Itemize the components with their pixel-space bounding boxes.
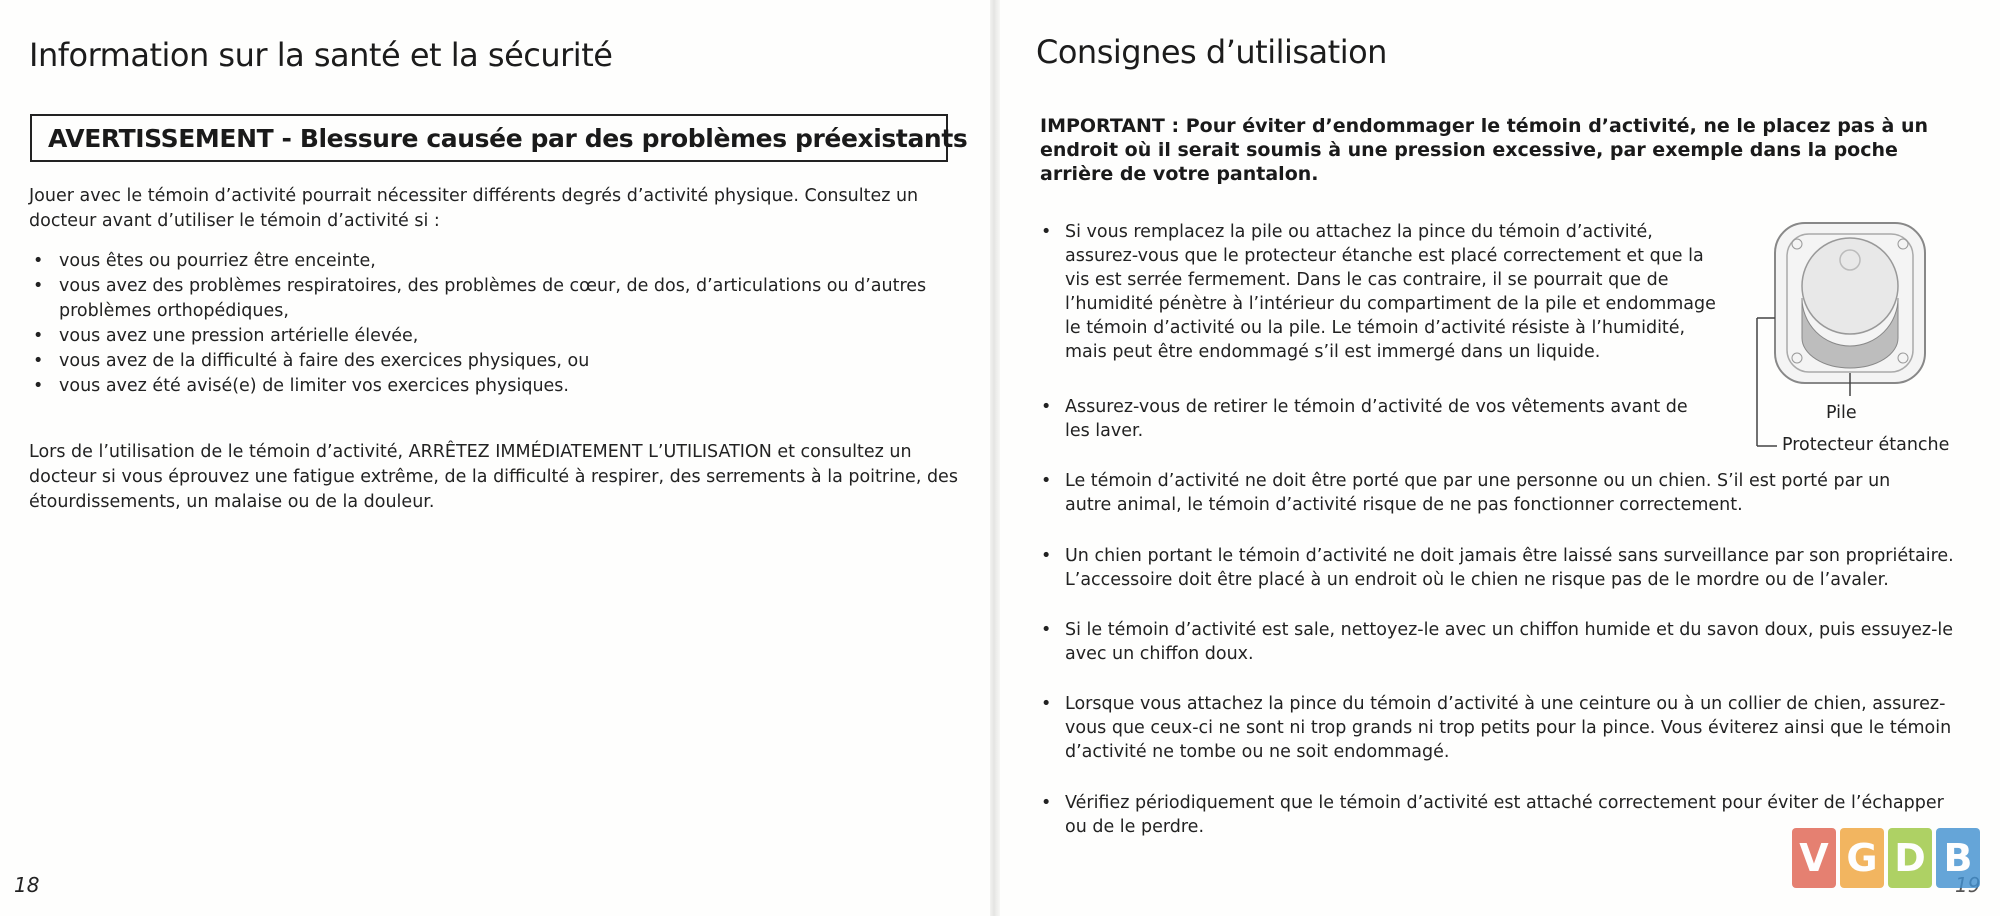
list-item: [1041, 395, 1701, 443]
list-item: • vous avez été avisé(e) de limiter vos exercices physiques.: [29, 374, 959, 399]
bullet-text: Vérifiez périodiquement que le témoin d’activité est attaché correctement pour éviter de l’échapper ou de le perdre.: [1065, 793, 1944, 837]
list-item: [1041, 544, 1961, 592]
conditions-list: [29, 249, 959, 399]
bullet-glyph: •: [1041, 222, 1052, 242]
battery-compartment-diagram: [1755, 218, 1960, 458]
bullet-text: Assurez-vous de retirer le témoin d’activité de vos vêtements avant de les laver.: [1065, 397, 1688, 441]
page-title-health-safety: Information sur la santé et la sécurité: [29, 36, 613, 74]
bullet-glyph: •: [1041, 397, 1052, 417]
diagram-label-pile: Pile: [1826, 403, 1857, 423]
watermark-letter: D: [1888, 828, 1932, 888]
important-notice: IMPORTANT : Pour éviter d’endommager le témoin d’activité, ne le placez pas à un endroit où il serait soumis à une pression excessive, par exemple dans la poche arrière de votre pantalon.: [1040, 115, 1929, 185]
bullet-text: Si vous remplacez la pile ou attachez la pince du témoin d’activité, assurez-vous que le protecteur étanche est placé correctement et que la vis est serrée fermement. Dans le cas contraire, il se pourrait que de l’humidité pénètre à l’intérieur du compartiment de la pile et endommage le témoin d’activité ou la pile. Le témoin d’activité résiste à l’humidité, mais peut être endommagé s’il est immergé dans un liquide.: [1065, 222, 1716, 362]
watermark-letter: V: [1792, 828, 1836, 888]
warning-text: AVERTISSEMENT - Blessure causée par des problèmes préexistants: [48, 123, 968, 153]
stop-usage-paragraph: Lors de l’utilisation de le témoin d’activité, ARRÊTEZ IMMÉDIATEMENT L’UTILISATION et consultez un docteur si vous éprouvez une fatigue extrême, de la difficulté à respirer, des serrements à la poitrine, des étourdissements, un malaise ou de la douleur.: [29, 442, 958, 512]
list-item: [1041, 469, 1941, 517]
list-item: • vous avez une pression artérielle élevée,: [29, 324, 959, 349]
list-item: • vous avez de la difficulté à faire des exercices physiques, ou: [29, 349, 959, 374]
bullet-glyph: •: [1041, 546, 1052, 566]
diagram-label-protector: Protecteur étanche: [1782, 435, 1950, 455]
vgdb-watermark-logo: [1792, 828, 1980, 888]
bullet-glyph: •: [1041, 793, 1052, 813]
book-spine: [990, 0, 1000, 916]
list-item: • vous avez des problèmes respiratoires, des problèmes de cœur, de dos, d’articulations ou d’autres problèmes orthopédiques,: [29, 274, 959, 324]
list-item: • vous êtes ou pourriez être enceinte,: [29, 249, 959, 274]
page-number-left: 18: [14, 873, 40, 897]
list-item: [1041, 220, 1731, 364]
bullet-text: Le témoin d’activité ne doit être porté que par une personne ou un chien. S’il est porté par un autre animal, le témoin d’activité risque de ne pas fonctionner correctement.: [1065, 471, 1891, 515]
list-item: [1041, 692, 1961, 764]
watermark-letter: B: [1936, 828, 1980, 888]
watermark-letter: G: [1840, 828, 1884, 888]
warning-banner: [30, 114, 968, 162]
bullet-glyph: •: [1041, 471, 1052, 491]
bullet-text: Lorsque vous attachez la pince du témoin d’activité à une ceinture ou à un collier de chien, assurez-vous que ceux-ci ne sont ni trop grands ni trop petits pour la pince. Vous éviterez ainsi que le témoin d’activité ne tombe ou ne soit endommagé.: [1065, 694, 1952, 762]
bullet-glyph: •: [1041, 620, 1052, 640]
intro-paragraph: Jouer avec le témoin d’activité pourrait nécessiter différents degrés d’activité physique. Consultez un docteur avant d’utiliser le témoin d’activité si :: [29, 186, 919, 231]
list-item: [1041, 618, 1961, 666]
bullet-text: Un chien portant le témoin d’activité ne doit jamais être laissé sans surveillance par son propriétaire. L’accessoire doit être placé à un endroit où le chien ne risque pas de le mordre ou de l’avaler.: [1065, 546, 1954, 590]
page-title-usage: Consignes d’utilisation: [1036, 33, 1387, 71]
bullet-text: Si le témoin d’activité est sale, nettoyez-le avec un chiffon humide et du savon doux, puis essuyez-le avec un chiffon doux.: [1065, 620, 1954, 664]
bullet-glyph: •: [1041, 694, 1052, 714]
